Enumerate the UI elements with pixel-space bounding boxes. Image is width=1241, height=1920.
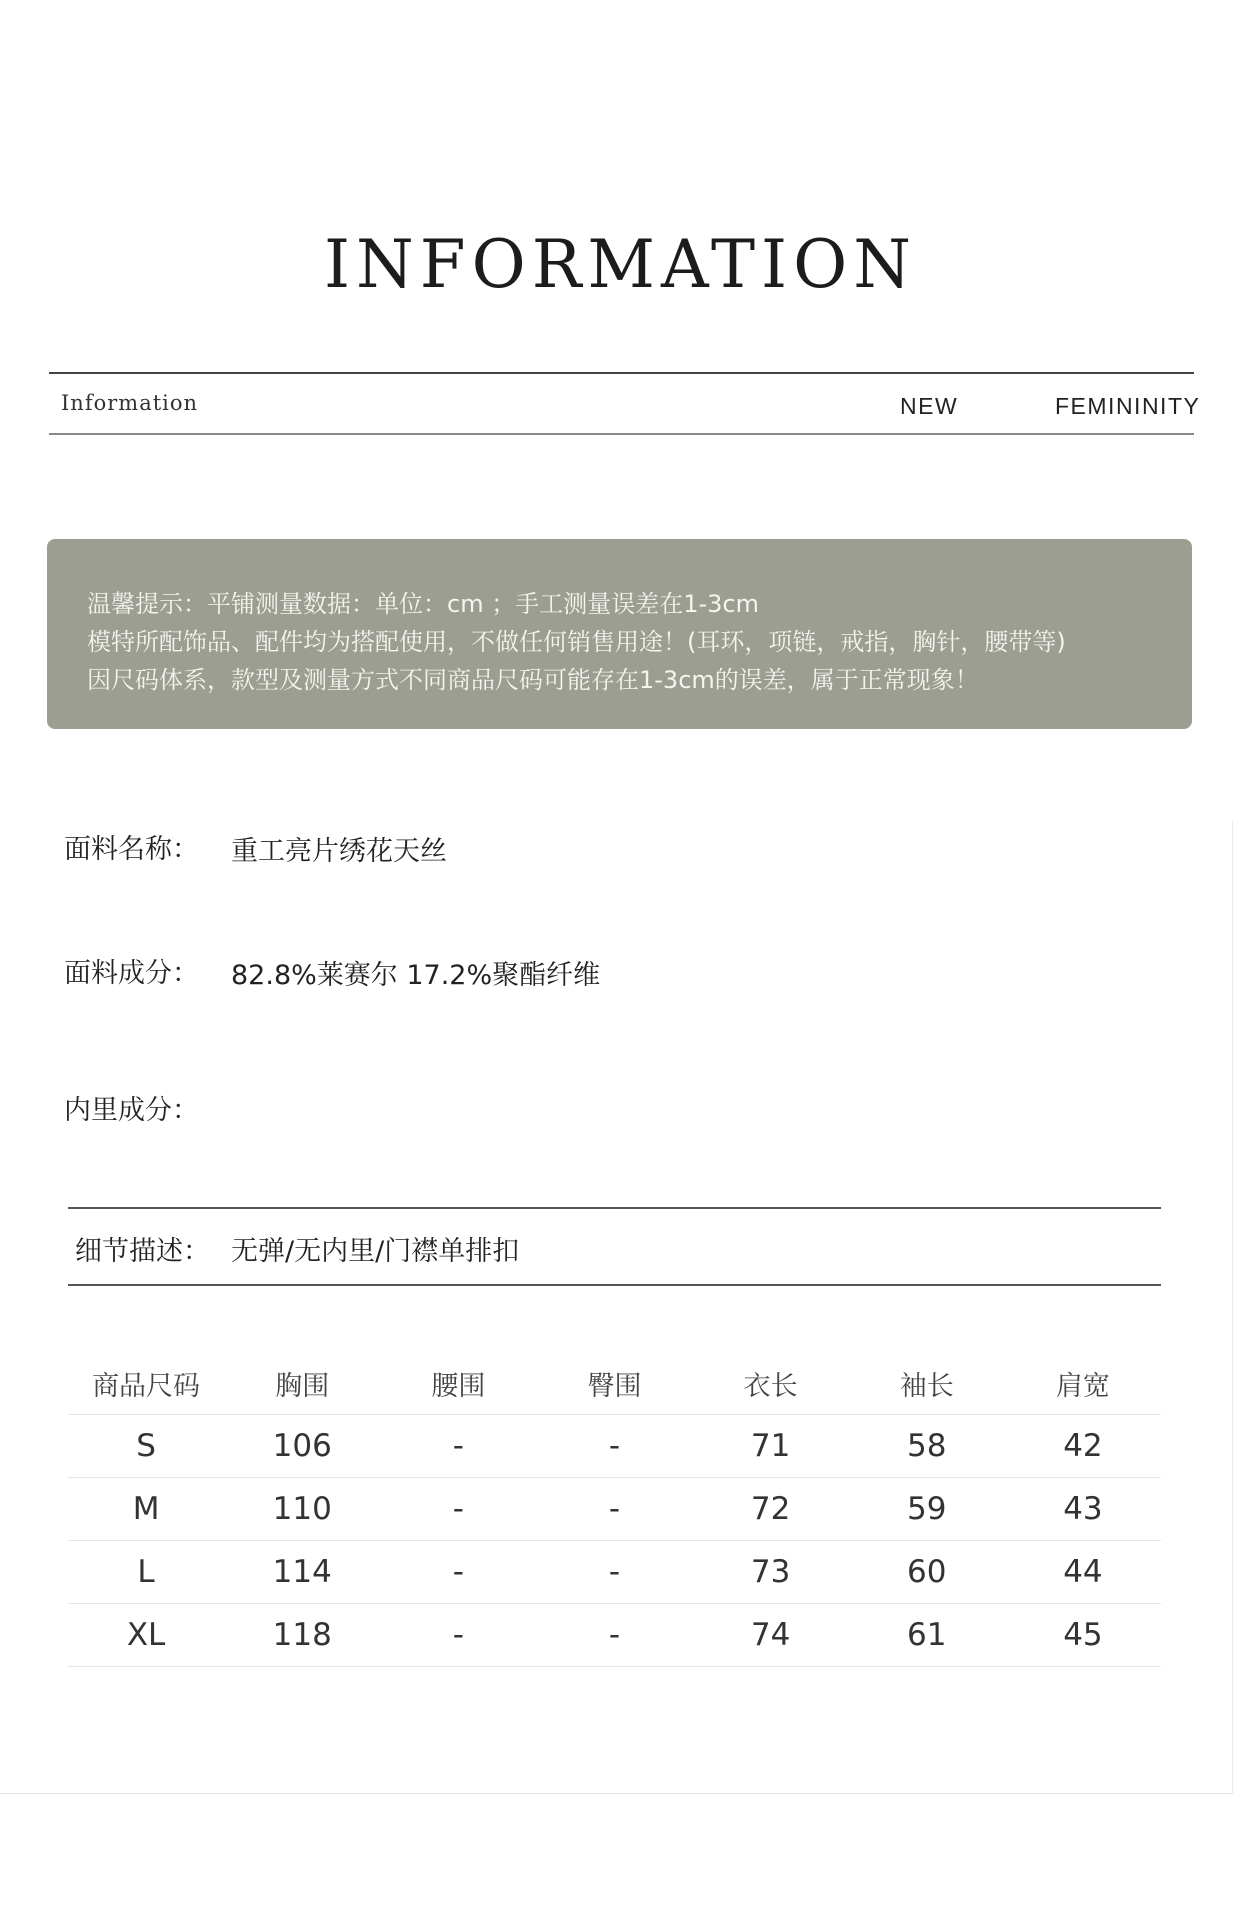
table-row	[68, 1415, 1161, 1478]
table-cell: 42	[1005, 1415, 1161, 1478]
table-cell: 114	[224, 1541, 380, 1604]
table-cell: M	[68, 1478, 224, 1541]
column-header-bust: 胸围	[224, 1352, 380, 1415]
size-table-header-row	[68, 1352, 1161, 1415]
table-cell: 61	[849, 1604, 1005, 1667]
table-cell: -	[380, 1478, 536, 1541]
table-cell: 71	[693, 1415, 849, 1478]
fabric-name-value: 重工亮片绣花天丝	[231, 836, 447, 867]
table-cell: 60	[849, 1541, 1005, 1604]
table-row	[68, 1478, 1161, 1541]
table-cell: S	[68, 1415, 224, 1478]
table-cell: 106	[224, 1415, 380, 1478]
size-table	[68, 1352, 1161, 1667]
table-cell: 58	[849, 1415, 1005, 1478]
page-title: INFORMATION	[323, 226, 917, 303]
detail-bottom-divider	[68, 1284, 1161, 1286]
header-new-label: NEW	[900, 393, 959, 419]
table-cell: 43	[1005, 1478, 1161, 1541]
table-cell: 73	[693, 1541, 849, 1604]
table-cell: -	[380, 1604, 536, 1667]
table-cell: 118	[224, 1604, 380, 1667]
detail-label: 细节描述：	[75, 1236, 210, 1267]
lining-label: 内里成分：	[64, 1095, 199, 1126]
table-cell: -	[536, 1604, 692, 1667]
header-bottom-divider	[49, 433, 1194, 435]
detail-top-divider	[68, 1207, 1161, 1209]
notice-line: 因尺码体系，款型及测量方式不同商品尺码可能存在1-3cm的误差，属于正常现象！	[87, 666, 979, 694]
table-cell: 72	[693, 1478, 849, 1541]
column-header-waist: 腰围	[380, 1352, 536, 1415]
table-row	[68, 1541, 1161, 1604]
table-cell: -	[380, 1541, 536, 1604]
detail-value: 无弹/无内里/门襟单排扣	[231, 1236, 520, 1267]
right-edge-divider	[1232, 820, 1233, 1794]
fabric-content-label: 面料成分：	[64, 958, 199, 989]
table-cell: -	[536, 1541, 692, 1604]
table-cell: 59	[849, 1478, 1005, 1541]
table-cell: L	[68, 1541, 224, 1604]
header-top-divider	[49, 372, 1194, 374]
table-cell: 110	[224, 1478, 380, 1541]
header-subtitle: Information	[61, 391, 199, 415]
notice-line: 温馨提示：平铺测量数据：单位：cm ；手工测量误差在1-3cm	[87, 590, 759, 618]
column-header-sleeve: 袖长	[849, 1352, 1005, 1415]
column-header-length: 衣长	[693, 1352, 849, 1415]
table-cell: -	[536, 1415, 692, 1478]
fabric-content-value: 82.8%莱赛尔 17.2%聚酯纤维	[231, 960, 601, 991]
column-header-hip: 臀围	[536, 1352, 692, 1415]
notice-box	[47, 539, 1192, 729]
table-row	[68, 1604, 1161, 1667]
table-cell: XL	[68, 1604, 224, 1667]
table-cell: 44	[1005, 1541, 1161, 1604]
fabric-name-label: 面料名称：	[64, 834, 199, 865]
notice-line: 模特所配饰品、配件均为搭配使用，不做任何销售用途！(耳环，项链，戒指，胸针，腰带等)	[87, 628, 1066, 656]
table-cell: 45	[1005, 1604, 1161, 1667]
header-femininity-label: FEMININITY	[1055, 393, 1201, 419]
table-cell: -	[536, 1478, 692, 1541]
column-header-shoulder: 肩宽	[1005, 1352, 1161, 1415]
bottom-edge-divider	[0, 1793, 1232, 1794]
table-cell: -	[380, 1415, 536, 1478]
table-cell: 74	[693, 1604, 849, 1667]
column-header-size: 商品尺码	[68, 1352, 224, 1415]
